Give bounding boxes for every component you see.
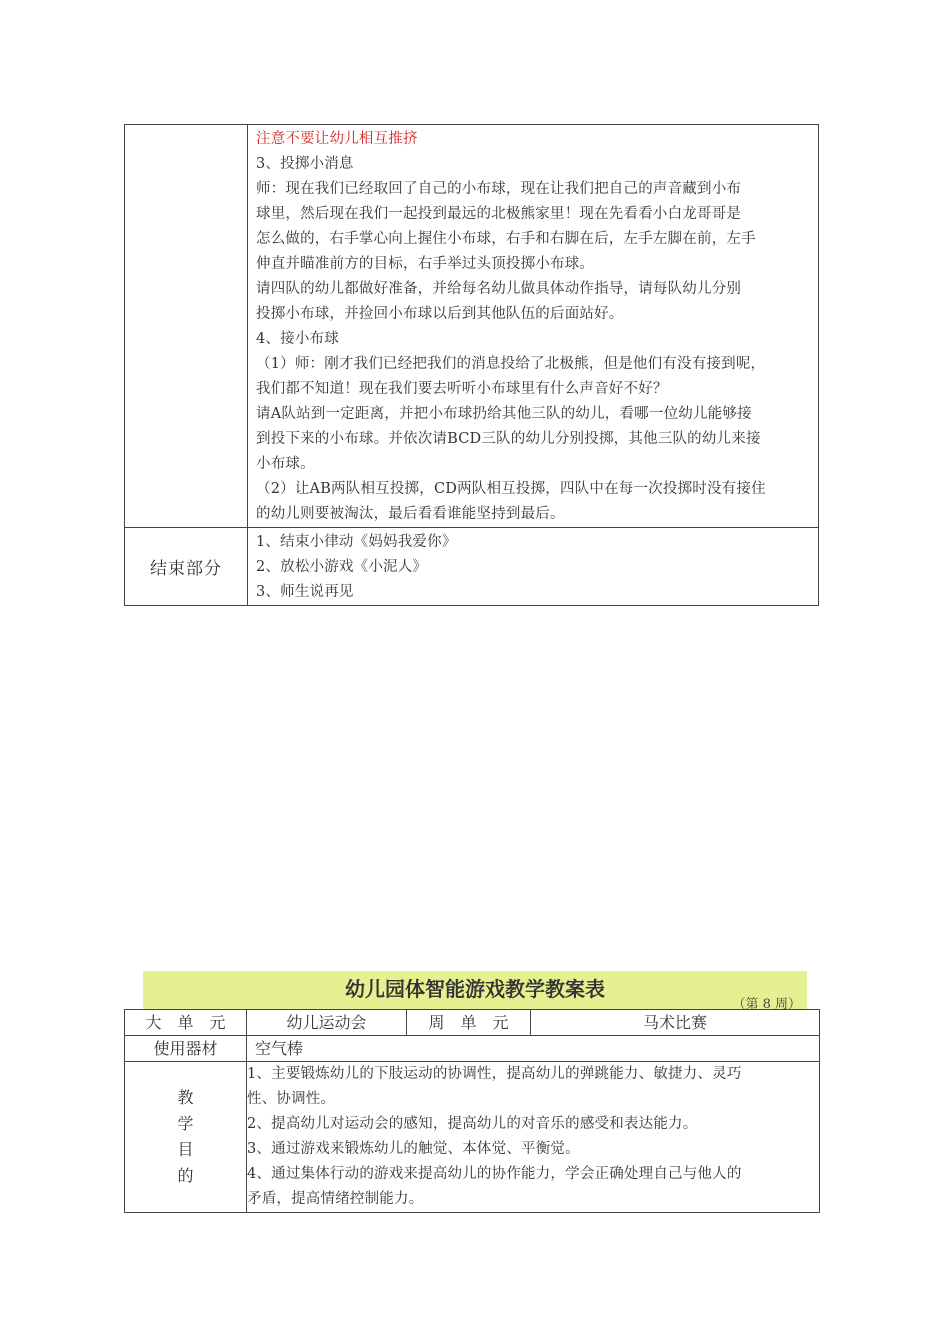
goal-line-1: 1、主要锻炼幼儿的下肢运动的协调性，提高幼儿的弹跳能力、敏捷力、灵巧 bbox=[247, 1066, 742, 1082]
end-section-label: 结束部分 bbox=[125, 528, 248, 606]
content-line: 我们都不知道！现在我们要去听听小布球里有什么声音好不好？ bbox=[256, 381, 668, 397]
goal-line-6: 矛盾，提高情绪控制能力。 bbox=[247, 1191, 424, 1207]
lesson-plan-table-continued bbox=[124, 124, 819, 606]
content-line: 到投下来的小布球。并依次请BCD三队的幼儿分别投掷，其他三队的幼儿来接 bbox=[256, 431, 761, 447]
week-unit-value: 马术比赛 bbox=[531, 1010, 820, 1036]
goal-label-char-4: 的 bbox=[177, 1166, 194, 1185]
goal-line-5: 4、通过集体行动的游戏来提高幼儿的协作能力，学会正确处理自己与他人的 bbox=[247, 1166, 742, 1182]
content-line: 请A队站到一定距离，并把小布球扔给其他三队的幼儿，看哪一位幼儿能够接 bbox=[256, 406, 752, 422]
goal-label bbox=[125, 1062, 247, 1213]
content-line: 球里，然后现在我们一起投到最远的北极熊家里！现在先看看小白龙哥哥是 bbox=[256, 206, 742, 222]
content-line: 小布球。 bbox=[256, 456, 315, 472]
content-line: 伸直并瞄准前方的目标，右手举过头顶投掷小布球。 bbox=[256, 256, 595, 272]
content-line: 3、投掷小消息 bbox=[256, 156, 354, 172]
goal-label-char-2: 学 bbox=[177, 1114, 194, 1133]
week-number: （第 8 周） bbox=[732, 997, 801, 1012]
goal-line-3: 2、提高幼儿对运动会的感知，提高幼儿的对音乐的感受和表达能力。 bbox=[247, 1116, 698, 1132]
goal-label-char-1: 教 bbox=[177, 1088, 194, 1107]
content-line: 注意不要让幼儿相互推挤 bbox=[256, 131, 418, 147]
week-unit-label: 周 单 元 bbox=[407, 1010, 531, 1036]
goal-line-4: 3、通过游戏来锻炼幼儿的触觉、本体觉、平衡觉。 bbox=[247, 1141, 580, 1157]
content-line: 怎么做的，右手掌心向上握住小布球，右手和右脚在后，左手左脚在前，左手 bbox=[256, 231, 756, 247]
content-line: 师：现在我们已经取回了自己的小布球，现在让我们把自己的声音藏到小布 bbox=[256, 181, 742, 197]
form-title: 幼儿园体智能游戏教学教案表 bbox=[345, 977, 605, 1001]
end-line-3: 3、师生说再见 bbox=[256, 584, 354, 600]
equipment-value: 空气棒 bbox=[247, 1036, 820, 1062]
big-unit-label: 大 单 元 bbox=[125, 1010, 247, 1036]
content-line: 的幼儿则要被淘汰，最后看看谁能坚持到最后。 bbox=[256, 506, 565, 522]
content-line: 4、接小布球 bbox=[256, 331, 339, 347]
big-unit-value: 幼儿运动会 bbox=[247, 1010, 407, 1036]
goal-content bbox=[247, 1062, 820, 1213]
goal-label-char-3: 目 bbox=[177, 1140, 194, 1159]
empty-label-cell bbox=[125, 125, 248, 528]
content-line: （2）让AB两队相互投掷，CD两队相互投掷，四队中在每一次投掷时没有接住 bbox=[256, 481, 766, 497]
activity-content-lines bbox=[256, 127, 812, 527]
content-line: （1）师：刚才我们已经把我们的消息投给了北极熊，但是他们有没有接到呢， bbox=[256, 356, 766, 372]
equipment-label: 使用器材 bbox=[125, 1036, 247, 1062]
content-line: 请四队的幼儿都做好准备，并给每名幼儿做具体动作指导，请每队幼儿分别 bbox=[256, 281, 742, 297]
content-line: 投掷小布球，并捡回小布球以后到其他队伍的后面站好。 bbox=[256, 306, 624, 322]
end-line-2: 2、放松小游戏《小泥人》 bbox=[256, 559, 428, 575]
end-section-content bbox=[248, 528, 819, 606]
end-line-1: 1、结束小律动《妈妈我爱你》 bbox=[256, 534, 457, 550]
goal-line-2: 性、协调性。 bbox=[247, 1091, 336, 1107]
form-title-bar bbox=[143, 971, 807, 1012]
activity-content-cell bbox=[248, 125, 819, 528]
lesson-plan-form-table bbox=[124, 1009, 820, 1213]
